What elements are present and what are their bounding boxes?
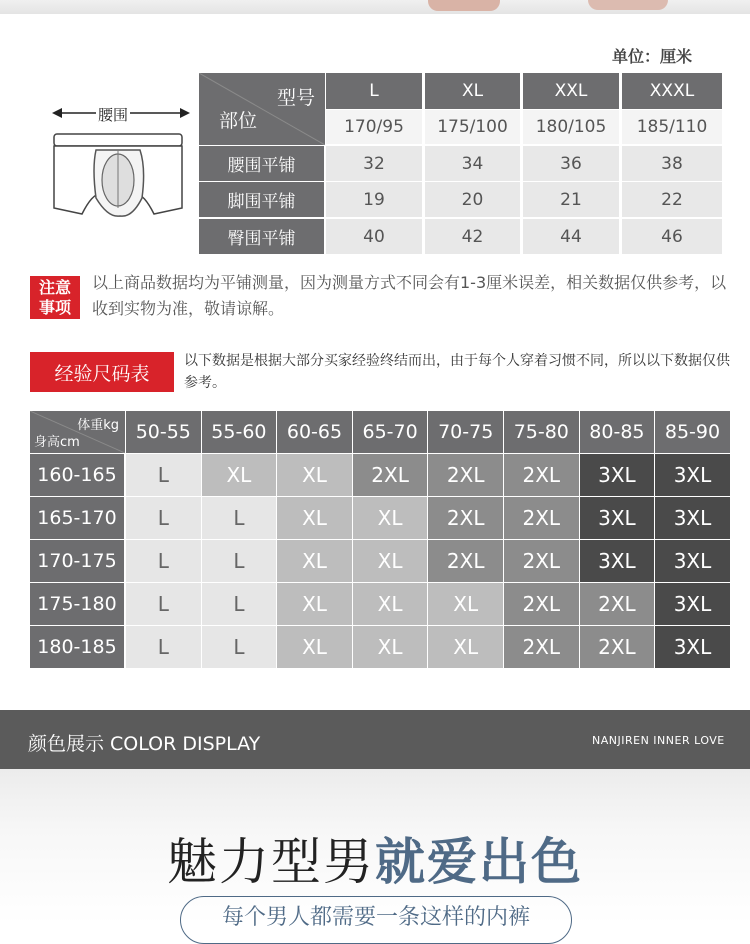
row-label: 臀围平铺 xyxy=(199,219,324,254)
height-weight-cell: 175/100 xyxy=(425,110,520,144)
size-recommendation-cell: L xyxy=(202,497,277,539)
size-recommendation-cell: L xyxy=(126,583,201,625)
size-recommendation-cell: XL xyxy=(353,497,428,539)
size-recommendation-cell: XL xyxy=(277,583,352,625)
measure-cell: 20 xyxy=(425,182,520,217)
size-recommendation-cell: L xyxy=(202,626,277,668)
weight-range-header: 65-70 xyxy=(353,411,428,453)
notice-badge xyxy=(30,276,80,319)
height-weight-cell: 180/105 xyxy=(523,110,619,144)
experience-badge: 经验尺码表 xyxy=(30,352,174,392)
color-display-title: 颜色展示 COLOR DISPLAY xyxy=(28,733,261,755)
table-corner xyxy=(199,73,325,145)
brand-tagline: NANJIREN INNER LOVE xyxy=(592,734,725,747)
size-recommendation-cell: 2XL xyxy=(504,497,579,539)
size-recommendation-cell: 2XL xyxy=(504,583,579,625)
size-recommendation-cell: 2XL xyxy=(428,497,503,539)
height-range-label: 180-185 xyxy=(30,626,124,668)
slogan-dark: 魅力型男 xyxy=(167,833,375,891)
size-recommendation-cell: 2XL xyxy=(504,454,579,496)
experience-size-grid xyxy=(30,411,730,669)
measure-cell: 34 xyxy=(425,146,520,181)
size-recommendation-cell: 2XL xyxy=(428,454,503,496)
weight-range-header: 50-55 xyxy=(126,411,201,453)
size-recommendation-cell: L xyxy=(126,454,201,496)
corner-model-label: 型号 xyxy=(276,87,315,109)
size-recommendation-cell: XL xyxy=(277,540,352,582)
corner-part-label: 部位 xyxy=(219,110,258,132)
height-range-label: 170-175 xyxy=(30,540,124,582)
measure-cell: 19 xyxy=(326,182,422,217)
corner-weight-label: 体重kg xyxy=(77,418,119,433)
height-weight-cell: 185/110 xyxy=(622,110,722,144)
unit-label: 单位：厘米 xyxy=(612,47,693,66)
size-recommendation-cell: XL xyxy=(353,583,428,625)
row-label: 脚围平铺 xyxy=(199,182,324,217)
size-recommendation-cell: 3XL xyxy=(580,497,655,539)
size-header: XXL xyxy=(523,73,619,109)
size-recommendation-cell: 2XL xyxy=(580,583,655,625)
size-recommendation-cell: XL xyxy=(428,626,503,668)
size-recommendation-cell: 3XL xyxy=(655,454,730,496)
size-recommendation-cell: 2XL xyxy=(504,540,579,582)
experience-note: 以下数据是根据大部分买家经验终结而出，由于每个人穿着习惯不同，所以以下数据仅供参考。 xyxy=(184,353,730,391)
size-recommendation-cell: XL xyxy=(202,454,277,496)
measure-cell: 46 xyxy=(622,219,722,254)
measure-cell: 42 xyxy=(425,219,520,254)
corner-height-label: 身高cm xyxy=(34,435,80,450)
size-recommendation-cell: 3XL xyxy=(655,583,730,625)
model-hand xyxy=(588,0,668,10)
slogan xyxy=(0,822,750,894)
measure-cell: 32 xyxy=(326,146,422,181)
grid-corner xyxy=(30,411,125,453)
size-recommendation-cell: L xyxy=(126,497,201,539)
size-recommendation-cell: 2XL xyxy=(428,540,503,582)
weight-range-header: 60-65 xyxy=(277,411,352,453)
size-recommendation-cell: 3XL xyxy=(655,497,730,539)
row-label: 腰围平铺 xyxy=(199,146,324,181)
slogan-subtitle: 每个男人都需要一条这样的内裤 xyxy=(221,905,530,930)
slogan-blue: 就爱出色 xyxy=(375,833,583,891)
weight-range-header: 55-60 xyxy=(202,411,277,453)
notice-badge-line1: 注意 xyxy=(38,277,71,297)
size-recommendation-cell: XL xyxy=(353,626,428,668)
size-recommendation-cell: 3XL xyxy=(580,540,655,582)
size-recommendation-cell: XL xyxy=(353,540,428,582)
size-header: XL xyxy=(425,73,520,109)
weight-range-header: 75-80 xyxy=(504,411,579,453)
weight-range-header: 70-75 xyxy=(428,411,503,453)
size-recommendation-cell: XL xyxy=(428,583,503,625)
weight-range-header: 85-90 xyxy=(655,411,730,453)
size-header: XXXL xyxy=(622,73,722,109)
size-recommendation-cell: 2XL xyxy=(353,454,428,496)
height-range-label: 175-180 xyxy=(30,583,124,625)
top-photo-strip xyxy=(0,0,750,14)
size-recommendation-cell: L xyxy=(126,540,201,582)
waist-label: 腰围 xyxy=(98,106,129,124)
measure-cell: 22 xyxy=(622,182,722,217)
weight-range-header: 80-85 xyxy=(580,411,655,453)
size-recommendation-cell: XL xyxy=(277,626,352,668)
measure-cell: 21 xyxy=(523,182,619,217)
measure-cell: 40 xyxy=(326,219,422,254)
model-leg-left xyxy=(428,0,500,11)
measure-cell: 36 xyxy=(523,146,619,181)
size-recommendation-cell: 3XL xyxy=(655,626,730,668)
height-range-label: 165-170 xyxy=(30,497,124,539)
height-range-label: 160-165 xyxy=(30,454,124,496)
size-recommendation-cell: 2XL xyxy=(504,626,579,668)
size-recommendation-cell: L xyxy=(202,583,277,625)
size-recommendation-cell: XL xyxy=(277,454,352,496)
measure-cell: 44 xyxy=(523,219,619,254)
size-recommendation-cell: L xyxy=(126,626,201,668)
size-recommendation-cell: L xyxy=(202,540,277,582)
size-recommendation-cell: XL xyxy=(277,497,352,539)
size-recommendation-cell: 3XL xyxy=(655,540,730,582)
size-spec-table xyxy=(199,73,722,255)
size-recommendation-cell: 2XL xyxy=(580,626,655,668)
notice-text: 以上商品数据均为平铺测量，因为测量方式不同会有1-3厘米误差，相关数据仅供参考，以收到实物为准，敬请谅解。 xyxy=(92,273,727,318)
notice-badge-line2: 事项 xyxy=(38,297,71,317)
size-recommendation-cell: 3XL xyxy=(580,454,655,496)
measure-cell: 38 xyxy=(622,146,722,181)
height-weight-cell: 170/95 xyxy=(326,110,422,144)
size-header: L xyxy=(326,73,422,109)
